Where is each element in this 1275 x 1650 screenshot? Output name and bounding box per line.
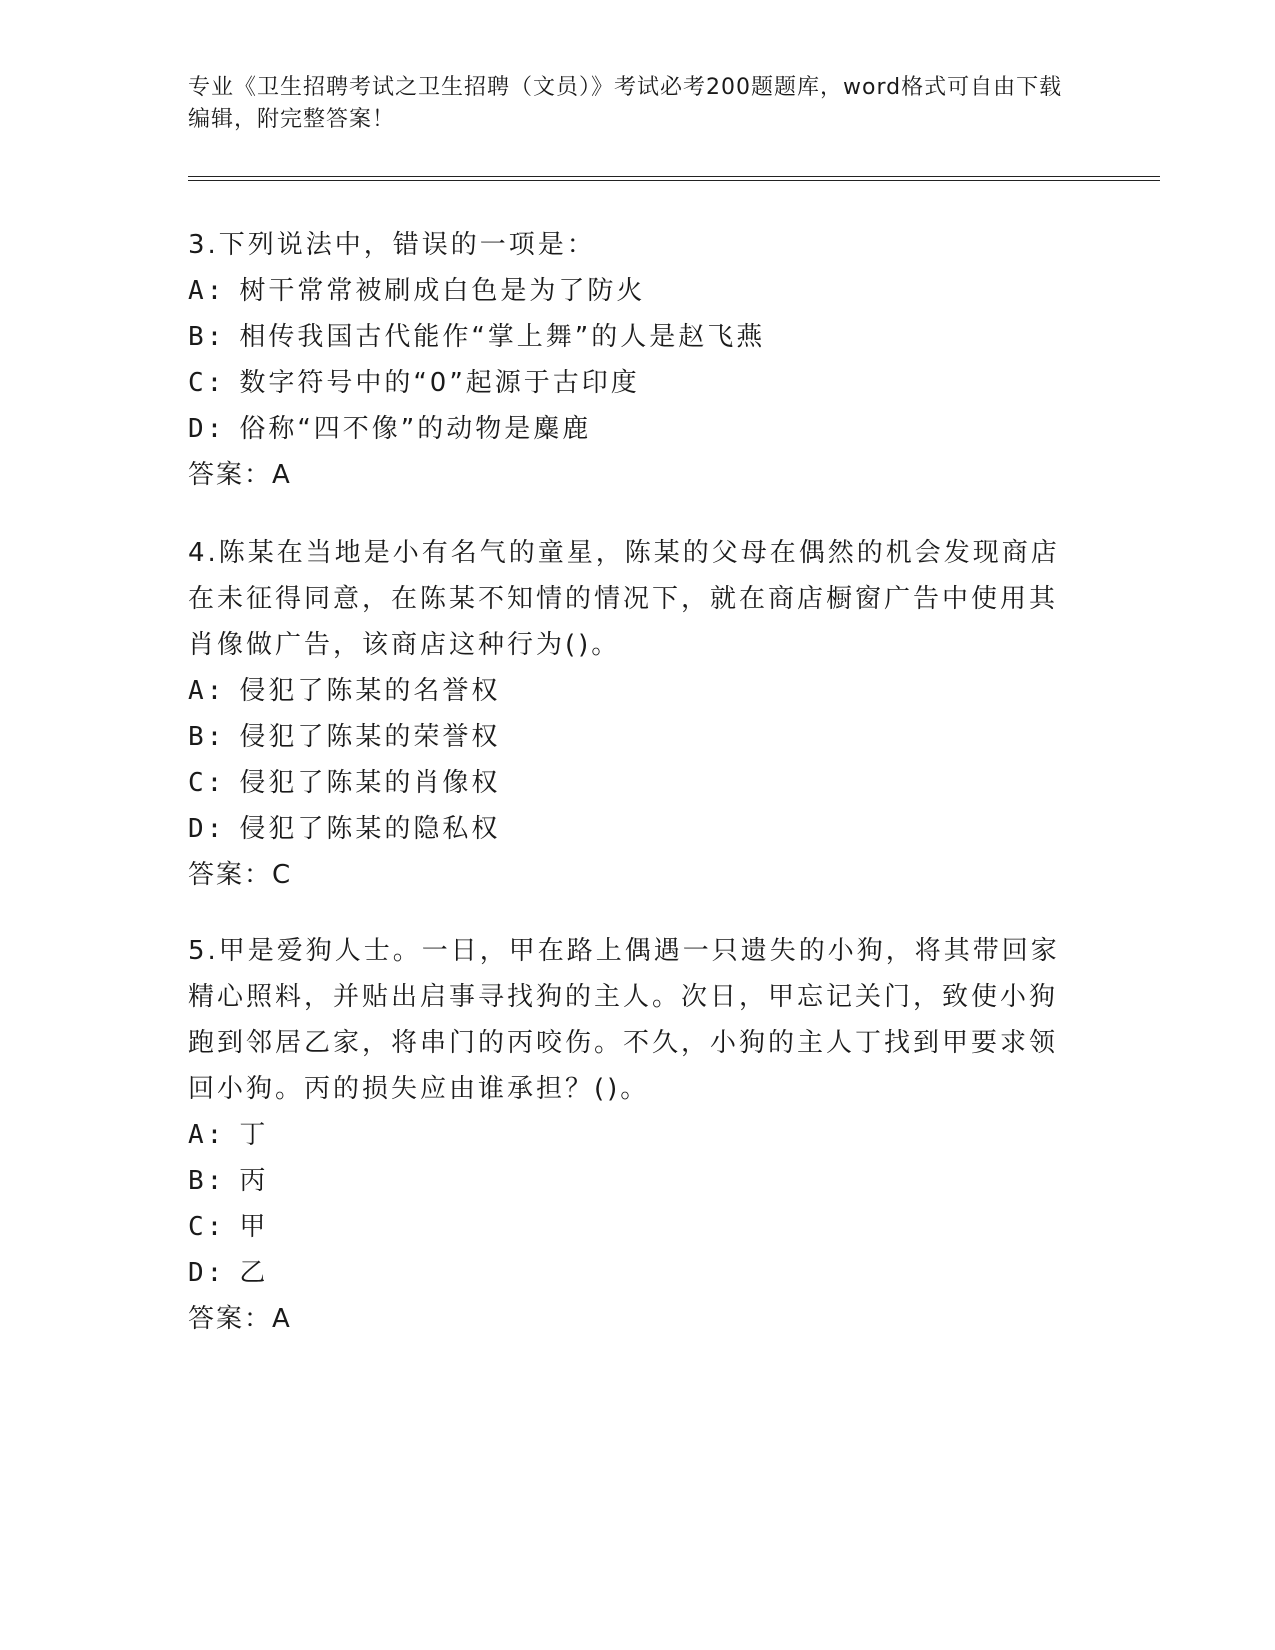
question-stem: 3.下列说法中，错误的一项是： bbox=[188, 230, 596, 260]
option-b bbox=[188, 1158, 1068, 1204]
option-b bbox=[188, 314, 1068, 360]
option-key: A: bbox=[188, 276, 226, 306]
option-text: 数字符号中的“0”起源于古印度 bbox=[239, 368, 640, 398]
option-key: A: bbox=[188, 1120, 226, 1150]
answer: 答案：A bbox=[188, 460, 292, 490]
question-4 bbox=[188, 530, 1068, 898]
option-text: 侵犯了陈某的肖像权 bbox=[239, 768, 501, 798]
document-header: 专业《卫生招聘考试之卫生招聘（文员）》考试必考200题题库，word格式可自由下载编辑，附完整答案！ bbox=[188, 75, 1063, 132]
option-b bbox=[188, 714, 1068, 760]
option-text: 侵犯了陈某的荣誉权 bbox=[239, 722, 501, 752]
option-text: 侵犯了陈某的名誉权 bbox=[239, 676, 501, 706]
option-a bbox=[188, 668, 1068, 714]
option-a bbox=[188, 1112, 1068, 1158]
option-key: C: bbox=[188, 1212, 226, 1242]
option-text: 乙 bbox=[239, 1258, 269, 1288]
option-text: 丁 bbox=[239, 1120, 269, 1150]
option-c bbox=[188, 760, 1068, 806]
option-c bbox=[188, 1204, 1068, 1250]
question-stem: 5.甲是爱狗人士。一日，甲在路上偶遇一只遗失的小狗，将其带回家精心照料，并贴出启事寻找狗的主人。次日，甲忘记关门，致使小狗跑到邻居乙家，将串门的丙咬伤。不久，小狗的主人丁找到甲要求领回小狗。丙的损失应由谁承担？()。 bbox=[188, 936, 1060, 1104]
option-text: 树干常常被刷成白色是为了防火 bbox=[239, 276, 646, 306]
option-text: 侵犯了陈某的隐私权 bbox=[239, 814, 501, 844]
option-a bbox=[188, 268, 1068, 314]
option-text: 相传我国古代能作“掌上舞”的人是赵飞燕 bbox=[239, 322, 766, 352]
option-text: 丙 bbox=[239, 1166, 269, 1196]
header-divider bbox=[188, 176, 1160, 181]
option-d bbox=[188, 1250, 1068, 1296]
option-c bbox=[188, 360, 1068, 406]
option-text: 甲 bbox=[239, 1212, 269, 1242]
option-key: D: bbox=[188, 814, 226, 844]
option-text: 俗称“四不像”的动物是麋鹿 bbox=[239, 414, 592, 444]
question-5 bbox=[188, 928, 1068, 1342]
option-key: C: bbox=[188, 768, 226, 798]
option-key: B: bbox=[188, 1166, 226, 1196]
option-key: A: bbox=[188, 676, 226, 706]
option-d bbox=[188, 406, 1068, 452]
option-key: D: bbox=[188, 1258, 226, 1288]
option-key: D: bbox=[188, 414, 226, 444]
option-d bbox=[188, 806, 1068, 852]
answer: 答案：C bbox=[188, 860, 293, 890]
option-key: B: bbox=[188, 322, 226, 352]
question-stem: 4.陈某在当地是小有名气的童星，陈某的父母在偶然的机会发现商店在未征得同意，在陈某不知情的情况下，就在商店橱窗广告中使用其肖像做广告，该商店这种行为()。 bbox=[188, 538, 1060, 660]
question-3 bbox=[188, 222, 1068, 498]
answer: 答案：A bbox=[188, 1304, 292, 1334]
option-key: B: bbox=[188, 722, 226, 752]
option-key: C: bbox=[188, 368, 226, 398]
